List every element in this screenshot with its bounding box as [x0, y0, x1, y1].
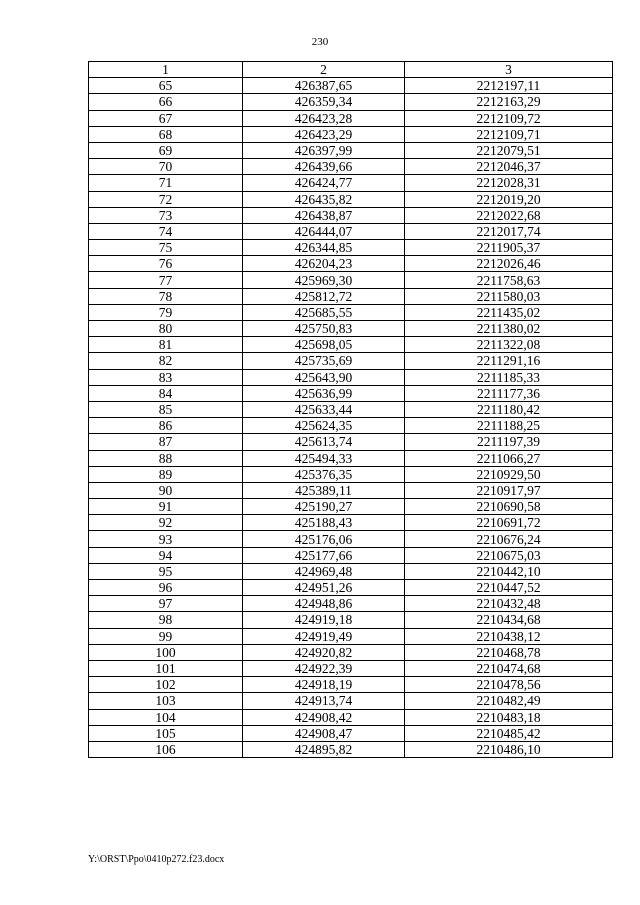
y-coordinate-cell: 2210442,10 — [405, 563, 613, 579]
x-coordinate-cell: 424951,26 — [243, 580, 405, 596]
x-coordinate-cell: 425376,35 — [243, 466, 405, 482]
x-coordinate-cell: 425636,99 — [243, 385, 405, 401]
x-coordinate-cell: 426435,82 — [243, 191, 405, 207]
column-header-1: 1 — [89, 62, 243, 78]
x-coordinate-cell: 426204,23 — [243, 256, 405, 272]
y-coordinate-cell: 2210474,68 — [405, 660, 613, 676]
table-row — [89, 725, 613, 741]
x-coordinate-cell: 424919,18 — [243, 612, 405, 628]
x-coordinate-cell: 426424,77 — [243, 175, 405, 191]
x-coordinate-cell: 424948,86 — [243, 596, 405, 612]
table-row — [89, 110, 613, 126]
x-coordinate-cell: 425643,90 — [243, 369, 405, 385]
x-coordinate-cell: 424969,48 — [243, 563, 405, 579]
point-number-cell: 70 — [89, 159, 243, 175]
table-row — [89, 272, 613, 288]
y-coordinate-cell: 2212026,46 — [405, 256, 613, 272]
table-row — [89, 580, 613, 596]
point-number-cell: 79 — [89, 304, 243, 320]
x-coordinate-cell: 425176,06 — [243, 531, 405, 547]
y-coordinate-cell: 2210478,56 — [405, 677, 613, 693]
table-row — [89, 531, 613, 547]
point-number-cell: 92 — [89, 515, 243, 531]
y-coordinate-cell: 2210447,52 — [405, 580, 613, 596]
y-coordinate-cell: 2211322,08 — [405, 337, 613, 353]
point-number-cell: 68 — [89, 126, 243, 142]
y-coordinate-cell: 2211291,16 — [405, 353, 613, 369]
y-coordinate-cell: 2210482,49 — [405, 693, 613, 709]
table-row — [89, 741, 613, 757]
y-coordinate-cell: 2210468,78 — [405, 644, 613, 660]
table-row — [89, 94, 613, 110]
x-coordinate-cell: 425698,05 — [243, 337, 405, 353]
y-coordinate-cell: 2211197,39 — [405, 434, 613, 450]
table-row — [89, 207, 613, 223]
y-coordinate-cell: 2211580,03 — [405, 288, 613, 304]
x-coordinate-cell: 424908,47 — [243, 725, 405, 741]
point-number-cell: 82 — [89, 353, 243, 369]
coordinates-table — [88, 61, 613, 758]
y-coordinate-cell: 2211177,36 — [405, 385, 613, 401]
table-row — [89, 126, 613, 142]
y-coordinate-cell: 2211066,27 — [405, 450, 613, 466]
y-coordinate-cell: 2210438,12 — [405, 628, 613, 644]
x-coordinate-cell: 424920,82 — [243, 644, 405, 660]
point-number-cell: 74 — [89, 223, 243, 239]
y-coordinate-cell: 2211185,33 — [405, 369, 613, 385]
point-number-cell: 65 — [89, 78, 243, 94]
point-number-cell: 105 — [89, 725, 243, 741]
table-row — [89, 175, 613, 191]
point-number-cell: 80 — [89, 321, 243, 337]
x-coordinate-cell: 426359,34 — [243, 94, 405, 110]
table-row — [89, 482, 613, 498]
x-coordinate-cell: 425188,43 — [243, 515, 405, 531]
table-row — [89, 321, 613, 337]
point-number-cell: 78 — [89, 288, 243, 304]
table-row — [89, 547, 613, 563]
point-number-cell: 90 — [89, 482, 243, 498]
table-row — [89, 450, 613, 466]
table-row — [89, 240, 613, 256]
column-header-3: 3 — [405, 62, 613, 78]
table-row — [89, 78, 613, 94]
x-coordinate-cell: 425624,35 — [243, 418, 405, 434]
table-row — [89, 304, 613, 320]
y-coordinate-cell: 2211180,42 — [405, 401, 613, 417]
y-coordinate-cell: 2212022,68 — [405, 207, 613, 223]
y-coordinate-cell: 2211758,63 — [405, 272, 613, 288]
table-row — [89, 563, 613, 579]
point-number-cell: 98 — [89, 612, 243, 628]
point-number-cell: 97 — [89, 596, 243, 612]
x-coordinate-cell: 425969,30 — [243, 272, 405, 288]
y-coordinate-cell: 2210486,10 — [405, 741, 613, 757]
point-number-cell: 73 — [89, 207, 243, 223]
y-coordinate-cell: 2210434,68 — [405, 612, 613, 628]
point-number-cell: 95 — [89, 563, 243, 579]
table-row — [89, 369, 613, 385]
y-coordinate-cell: 2211380,02 — [405, 321, 613, 337]
point-number-cell: 88 — [89, 450, 243, 466]
y-coordinate-cell: 2211905,37 — [405, 240, 613, 256]
point-number-cell: 85 — [89, 401, 243, 417]
point-number-cell: 81 — [89, 337, 243, 353]
point-number-cell: 102 — [89, 677, 243, 693]
y-coordinate-cell: 2210483,18 — [405, 709, 613, 725]
table-row — [89, 288, 613, 304]
point-number-cell: 72 — [89, 191, 243, 207]
x-coordinate-cell: 426387,65 — [243, 78, 405, 94]
x-coordinate-cell: 425633,44 — [243, 401, 405, 417]
table-row — [89, 709, 613, 725]
point-number-cell: 96 — [89, 580, 243, 596]
x-coordinate-cell: 424922,39 — [243, 660, 405, 676]
point-number-cell: 71 — [89, 175, 243, 191]
y-coordinate-cell: 2212109,72 — [405, 110, 613, 126]
table-row — [89, 434, 613, 450]
point-number-cell: 106 — [89, 741, 243, 757]
point-number-cell: 75 — [89, 240, 243, 256]
point-number-cell: 66 — [89, 94, 243, 110]
y-coordinate-cell: 2210929,50 — [405, 466, 613, 482]
point-number-cell: 93 — [89, 531, 243, 547]
table-row — [89, 256, 613, 272]
table-row — [89, 612, 613, 628]
table-row — [89, 660, 613, 676]
point-number-cell: 67 — [89, 110, 243, 126]
y-coordinate-cell: 2210691,72 — [405, 515, 613, 531]
x-coordinate-cell: 424918,19 — [243, 677, 405, 693]
x-coordinate-cell: 425750,83 — [243, 321, 405, 337]
point-number-cell: 77 — [89, 272, 243, 288]
page-number: 230 — [311, 36, 329, 48]
column-header-2: 2 — [243, 62, 405, 78]
y-coordinate-cell: 2210690,58 — [405, 499, 613, 515]
x-coordinate-cell: 425735,69 — [243, 353, 405, 369]
x-coordinate-cell: 425812,72 — [243, 288, 405, 304]
x-coordinate-cell: 424908,42 — [243, 709, 405, 725]
table-row — [89, 596, 613, 612]
y-coordinate-cell: 2212019,20 — [405, 191, 613, 207]
point-number-cell: 87 — [89, 434, 243, 450]
y-coordinate-cell: 2212028,31 — [405, 175, 613, 191]
x-coordinate-cell: 425389,11 — [243, 482, 405, 498]
table-row — [89, 385, 613, 401]
point-number-cell: 86 — [89, 418, 243, 434]
x-coordinate-cell: 424895,82 — [243, 741, 405, 757]
table-row — [89, 337, 613, 353]
x-coordinate-cell: 426439,66 — [243, 159, 405, 175]
point-number-cell: 69 — [89, 142, 243, 158]
point-number-cell: 94 — [89, 547, 243, 563]
y-coordinate-cell: 2212163,29 — [405, 94, 613, 110]
x-coordinate-cell: 425685,55 — [243, 304, 405, 320]
point-number-cell: 83 — [89, 369, 243, 385]
y-coordinate-cell: 2212197,11 — [405, 78, 613, 94]
point-number-cell: 101 — [89, 660, 243, 676]
y-coordinate-cell: 2211188,25 — [405, 418, 613, 434]
point-number-cell: 76 — [89, 256, 243, 272]
point-number-cell: 99 — [89, 628, 243, 644]
x-coordinate-cell: 426438,87 — [243, 207, 405, 223]
table-row — [89, 644, 613, 660]
point-number-cell: 103 — [89, 693, 243, 709]
point-number-cell: 84 — [89, 385, 243, 401]
table-row — [89, 628, 613, 644]
x-coordinate-cell: 426344,85 — [243, 240, 405, 256]
table-row — [89, 466, 613, 482]
point-number-cell: 91 — [89, 499, 243, 515]
x-coordinate-cell: 424913,74 — [243, 693, 405, 709]
x-coordinate-cell: 426397,99 — [243, 142, 405, 158]
y-coordinate-cell: 2210432,48 — [405, 596, 613, 612]
table-row — [89, 159, 613, 175]
point-number-cell: 104 — [89, 709, 243, 725]
point-number-cell: 100 — [89, 644, 243, 660]
y-coordinate-cell: 2212109,71 — [405, 126, 613, 142]
y-coordinate-cell: 2211435,02 — [405, 304, 613, 320]
y-coordinate-cell: 2212046,37 — [405, 159, 613, 175]
x-coordinate-cell: 425190,27 — [243, 499, 405, 515]
y-coordinate-cell: 2210675,03 — [405, 547, 613, 563]
table-row — [89, 515, 613, 531]
y-coordinate-cell: 2210485,42 — [405, 725, 613, 741]
table-row — [89, 693, 613, 709]
table-row — [89, 142, 613, 158]
table-row — [89, 223, 613, 239]
x-coordinate-cell: 425177,66 — [243, 547, 405, 563]
y-coordinate-cell: 2212017,74 — [405, 223, 613, 239]
x-coordinate-cell: 426444,07 — [243, 223, 405, 239]
table-row — [89, 677, 613, 693]
y-coordinate-cell: 2210917,97 — [405, 482, 613, 498]
footer-file-path: Y:\ORST\Ppo\0410p272.f23.docx — [88, 854, 225, 865]
y-coordinate-cell: 2212079,51 — [405, 142, 613, 158]
table-row — [89, 353, 613, 369]
point-number-cell: 89 — [89, 466, 243, 482]
table-row — [89, 191, 613, 207]
table-row — [89, 418, 613, 434]
x-coordinate-cell: 426423,29 — [243, 126, 405, 142]
table-row — [89, 401, 613, 417]
y-coordinate-cell: 2210676,24 — [405, 531, 613, 547]
x-coordinate-cell: 425613,74 — [243, 434, 405, 450]
x-coordinate-cell: 425494,33 — [243, 450, 405, 466]
table-row — [89, 499, 613, 515]
x-coordinate-cell: 424919,49 — [243, 628, 405, 644]
table-header-row — [89, 62, 613, 78]
x-coordinate-cell: 426423,28 — [243, 110, 405, 126]
